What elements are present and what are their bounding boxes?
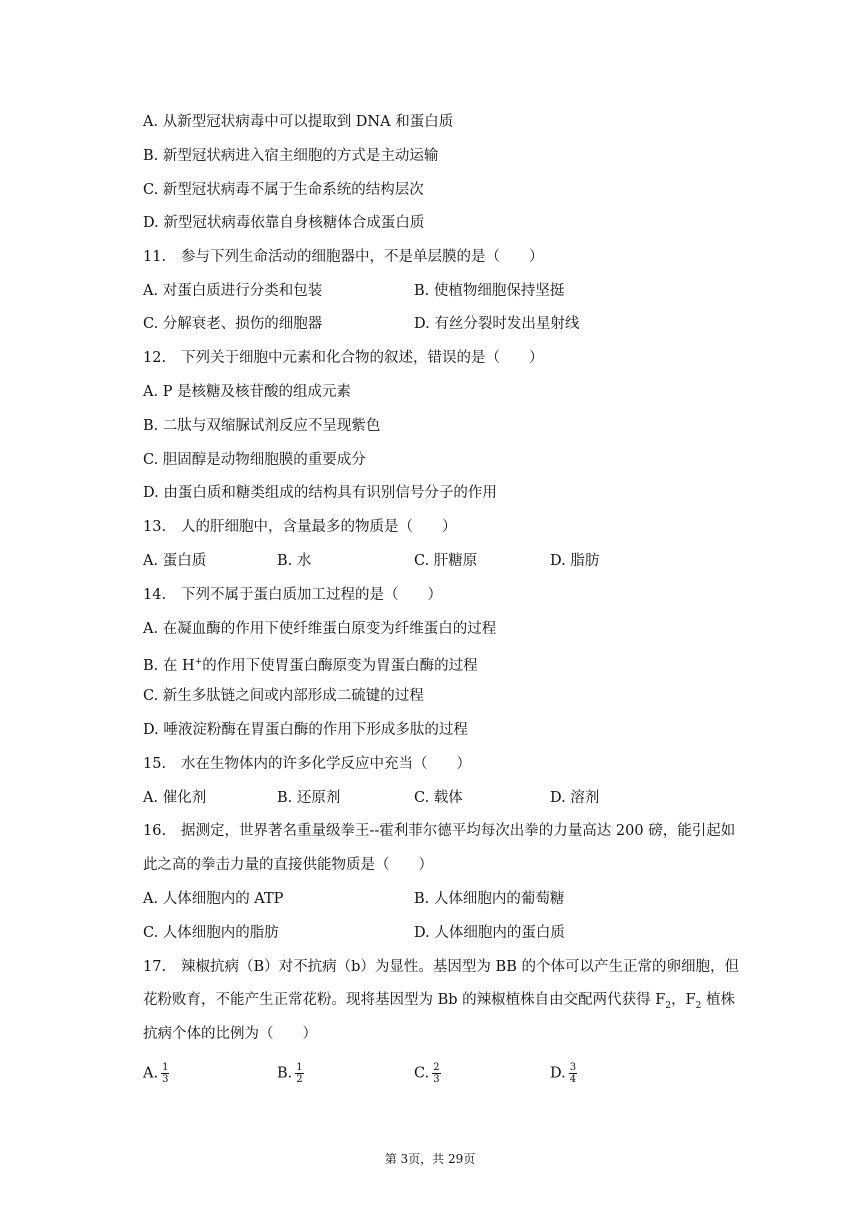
q17-option-a-fraction	[161, 1062, 169, 1085]
fraction-numerator: 2	[433, 1062, 440, 1073]
q17-stem-line2	[143, 990, 735, 1016]
fraction-denominator: 4	[569, 1074, 577, 1085]
q14-option-b-pre: B. 在 H	[143, 657, 195, 674]
q14-option-b	[143, 652, 478, 676]
q12-option-a: A. P 是核糖及核苷酸的组成元素	[143, 384, 352, 400]
q13-stem	[143, 517, 457, 537]
q17-option-c	[414, 1062, 441, 1085]
fraction-numerator: 1	[296, 1062, 303, 1073]
q17-option-d-label: D.	[550, 1065, 566, 1082]
q12-text: 下列关于细胞中元素和化合物的叙述，错误的是（ ）	[181, 350, 544, 366]
q17-text-2a: 花粉败育，不能产生正常花粉。现将基因型为 Bb 的辣椒植株自由交配两代获得 F	[143, 992, 666, 1008]
q12-option-b: B. 二肽与双缩脲试剂反应不呈现紫色	[143, 418, 381, 434]
q16-text-1: 据测定，世界著名重量级拳王--霍利菲尔德平均每次出拳的力量高达 200 磅，能引起如	[181, 823, 736, 839]
q11-text: 参与下列生命活动的细胞器中，不是单层膜的是（ ）	[181, 249, 544, 265]
q16-number: 16.	[143, 823, 167, 839]
q17-option-c-label: C.	[414, 1065, 430, 1082]
q14-option-b-sup: +	[194, 657, 203, 667]
q15-option-c: C. 载体	[414, 790, 463, 806]
q17-option-b-label: B.	[277, 1065, 293, 1082]
q13-number: 13.	[143, 519, 167, 535]
q14-stem	[143, 585, 442, 605]
fraction-denominator: 3	[433, 1074, 440, 1085]
q16-option-c: C. 人体细胞内的脂肪	[143, 925, 279, 941]
q11-number: 11.	[143, 249, 167, 265]
q16-option-a: A. 人体细胞内的 ATP	[143, 891, 284, 907]
q12-option-c: C. 胆固醇是动物细胞膜的重要成分	[143, 452, 366, 468]
q15-number: 15.	[143, 756, 167, 772]
q17-option-d	[550, 1062, 577, 1085]
q11-stem	[143, 247, 544, 267]
q10-option-c: C. 新型冠状病毒不属于生命系统的结构层次	[143, 182, 424, 198]
q10-option-b: B. 新型冠状病进入宿主细胞的方式是主动运输	[143, 148, 439, 164]
q10-option-d: D. 新型冠状病毒依靠自身核糖体合成蛋白质	[143, 215, 425, 231]
q14-option-b-post: 的作用下使胃蛋白酶原变为胃蛋白酶的过程	[202, 657, 478, 674]
q11-option-c: C. 分解衰老、损伤的细胞器	[143, 316, 323, 332]
q11-option-b: B. 使植物细胞保持坚挺	[414, 283, 565, 299]
q13-option-b: B. 水	[277, 553, 312, 569]
q10-option-a: A. 从新型冠状病毒中可以提取到 DNA 和蛋白质	[143, 114, 454, 130]
q17-option-a-label: A.	[143, 1065, 159, 1082]
q13-option-a: A. 蛋白质	[143, 553, 207, 569]
q15-option-b: B. 还原剂	[277, 790, 341, 806]
q14-text: 下列不属于蛋白质加工过程的是（ ）	[181, 587, 442, 603]
q17-stem-line1	[143, 957, 739, 977]
q17-option-c-fraction	[432, 1062, 440, 1085]
q15-stem	[143, 754, 471, 774]
q13-option-c: C. 肝糖原	[414, 553, 478, 569]
fraction-denominator: 3	[162, 1074, 169, 1085]
fraction-denominator: 2	[296, 1074, 303, 1085]
page-footer: 第 3页，共 29页	[384, 1152, 476, 1166]
q14-option-a: A. 在凝血酶的作用下使纤维蛋白原变为纤维蛋白的过程	[143, 621, 497, 637]
q15-option-d: D. 溶剂	[550, 790, 600, 806]
q17-sub-2: 2	[695, 1000, 702, 1011]
q14-number: 14.	[143, 587, 167, 603]
q16-option-b: B. 人体细胞内的葡萄糖	[414, 891, 565, 907]
q16-option-d: D. 人体细胞内的蛋白质	[414, 925, 565, 941]
fraction-numerator: 3	[569, 1062, 577, 1073]
q11-option-d: D. 有丝分裂时发出星射线	[414, 316, 580, 332]
fraction-numerator: 1	[162, 1062, 169, 1073]
q12-number: 12.	[143, 350, 167, 366]
q17-text-1: 辣椒抗病（B）对不抗病（b）为显性。基因型为 BB 的个体可以产生正常的卵细胞，但	[181, 959, 739, 975]
q16-stem-line2: 此之高的拳击力量的直接供能物质是（ ）	[143, 857, 433, 873]
q17-stem-line3: 抗病个体的比例为（ ）	[143, 1026, 317, 1042]
q12-option-d: D. 由蛋白质和糖类组成的结构具有识别信号分子的作用	[143, 485, 497, 501]
q17-text-2b: ，F	[671, 992, 696, 1008]
q15-option-a: A. 催化剂	[143, 790, 207, 806]
q17-option-b	[277, 1062, 304, 1085]
q11-option-a: A. 对蛋白质进行分类和包装	[143, 283, 323, 299]
q14-option-d: D. 唾液淀粉酶在胃蛋白酶的作用下形成多肽的过程	[143, 722, 468, 738]
q13-option-d: D. 脂肪	[550, 553, 600, 569]
q17-option-b-fraction	[295, 1062, 303, 1085]
q17-number: 17.	[143, 959, 167, 975]
q17-option-a	[143, 1062, 169, 1085]
q15-text: 水在生物体内的许多化学反应中充当（ ）	[181, 756, 471, 772]
q17-sub-1: 2	[665, 1000, 672, 1011]
q16-stem-line1	[143, 821, 735, 841]
q17-text-2c: 植株	[701, 992, 735, 1008]
q12-stem	[143, 348, 544, 368]
q17-option-d-fraction	[569, 1062, 577, 1085]
q13-text: 人的肝细胞中，含量最多的物质是（ ）	[181, 519, 457, 535]
q14-option-c: C. 新生多肽链之间或内部形成二硫键的过程	[143, 688, 424, 704]
